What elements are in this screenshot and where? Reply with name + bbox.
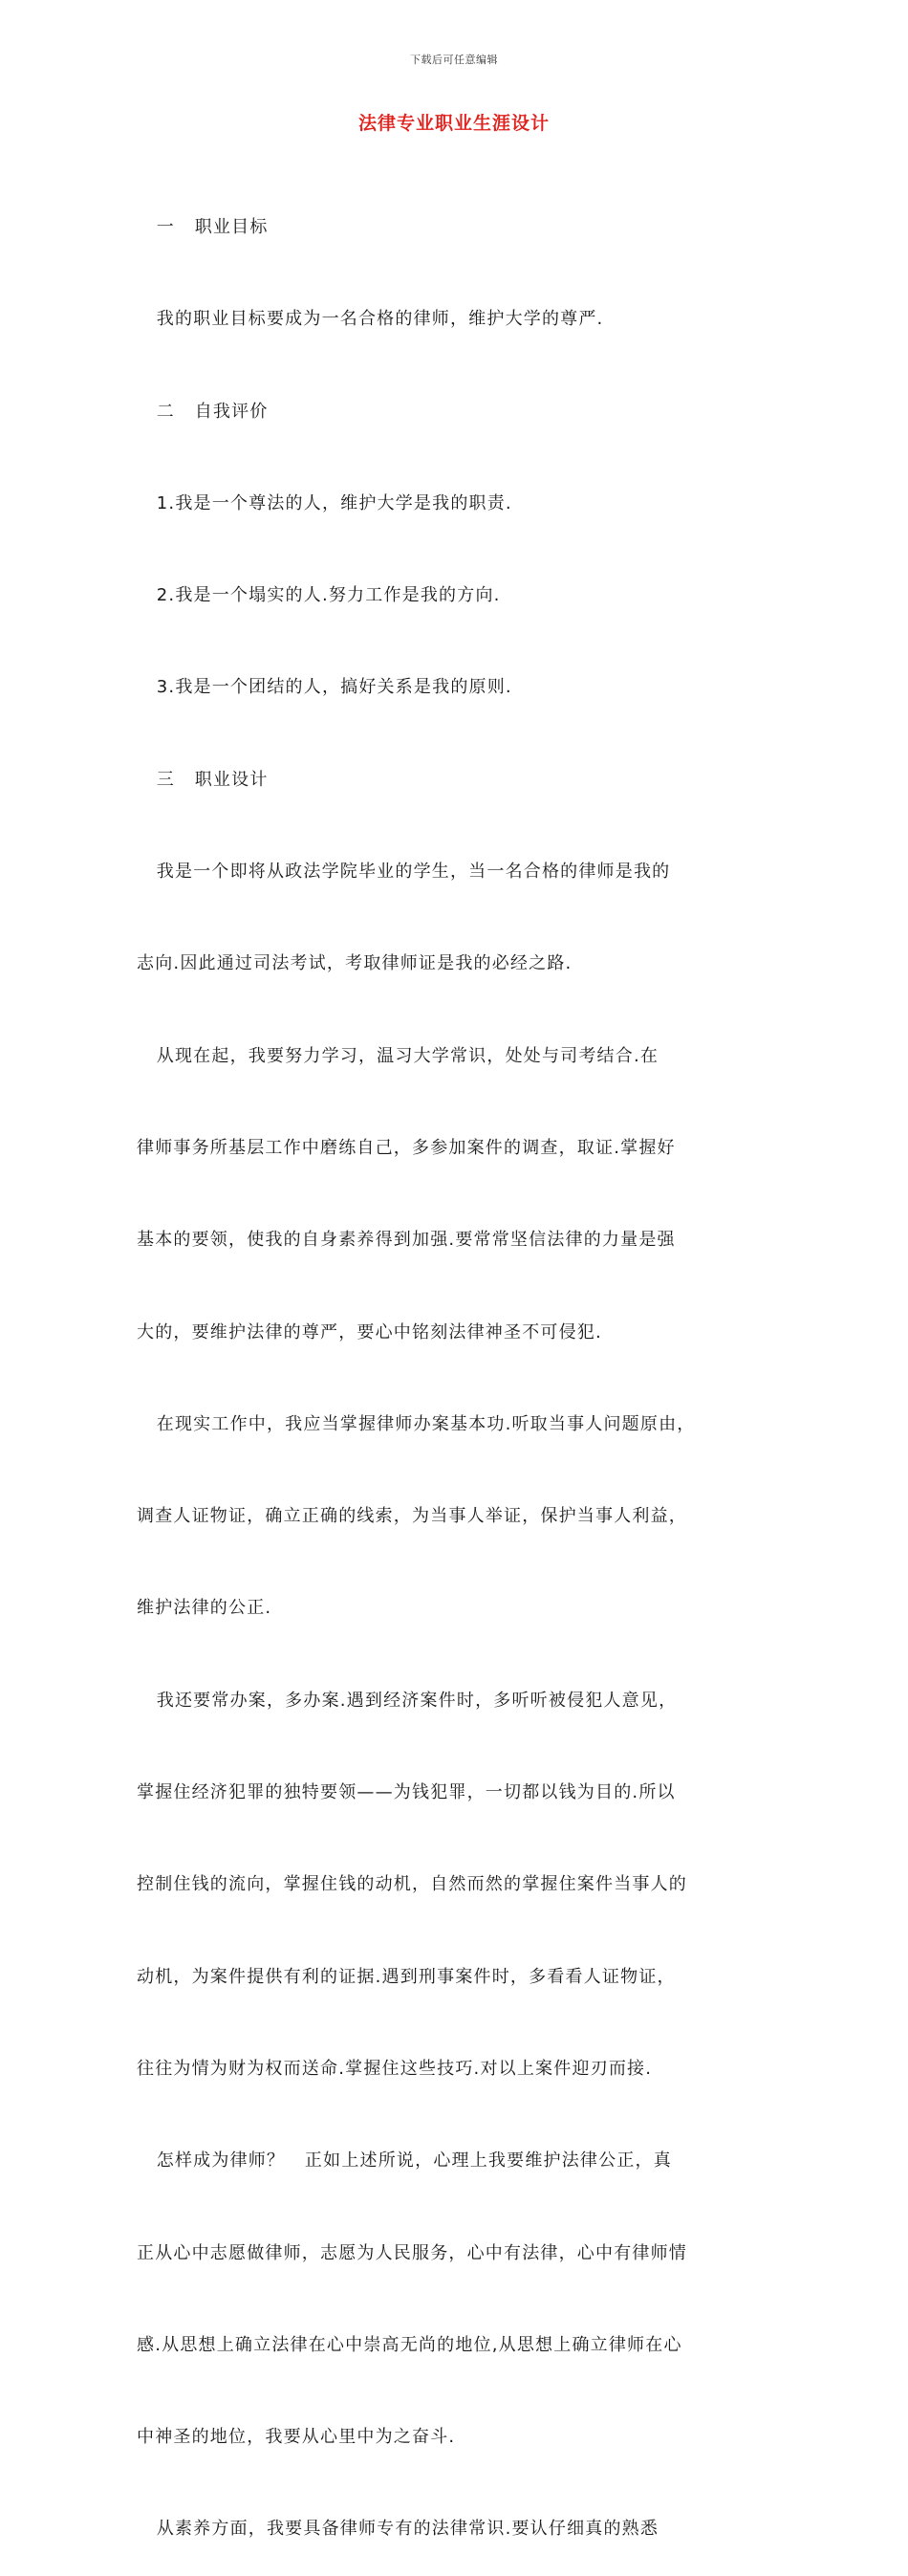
text-line: 3.我是一个团结的人，搞好关系是我的原则. <box>137 677 512 698</box>
text-line: 中神圣的地位，我要从心里中为之奋斗. <box>137 2427 456 2448</box>
text-line: 从现在起，我要努力学习，温习大学常识，处处与司考结合.在 <box>137 1045 659 1066</box>
text-line: 律师事务所基层工作中磨练自己，多参加案件的调查，取证.掌握好 <box>137 1137 676 1158</box>
text-line: 从素养方面，我要具备律师专有的法律常识.要认仔细真的熟悉 <box>137 2519 659 2540</box>
text-line: 2.我是一个塌实的人.努力工作是我的方向. <box>137 585 501 606</box>
document-body <box>137 151 775 2576</box>
text-line: 掌握住经济犯罪的独特要领——为钱犯罪，一切都以钱为目的.所以 <box>137 1782 676 1803</box>
text-line: 1.我是一个尊法的人，维护大学是我的职责. <box>137 492 512 513</box>
text-line: 感.从思想上确立法律在心中崇高无尚的地位,从思想上确立律师在心 <box>137 2334 682 2355</box>
text-line: 我的职业目标要成为一名合格的律师，维护大学的尊严. <box>137 309 604 330</box>
text-line: 动机，为案件提供有利的证据.遇到刑事案件时，多看看人证物证， <box>137 1966 676 1987</box>
text-line: 我还要常办案，多办案.遇到经济案件时，多听听被侵犯人意见， <box>137 1690 678 1711</box>
text-line: 在现实工作中，我应当掌握律师办案基本功.听取当事人问题原由， <box>137 1413 696 1434</box>
text-line: 我是一个即将从政法学院毕业的学生，当一名合格的律师是我的 <box>137 862 671 883</box>
text-line: 调查人证物证，确立正确的线索，为当事人举证，保护当事人利益， <box>137 1506 687 1527</box>
text-line: 正从心中志愿做律师，志愿为人民服务，心中有法律，心中有律师情 <box>137 2242 687 2263</box>
text-line: 维护法律的公正. <box>137 1598 272 1619</box>
text-line: 一 职业目标 <box>137 217 269 237</box>
text-line: 怎样成为律师？ 正如上述所说，心理上我要维护法律公正，真 <box>137 2150 672 2172</box>
text-line: 三 职业设计 <box>137 769 269 790</box>
text-line: 往往为情为财为权而送命.掌握住这些技巧.对以上案件迎刃而接. <box>137 2058 653 2079</box>
text-line: 大的，要维护法律的尊严，要心中铭刻法律神圣不可侵犯. <box>137 1321 602 1343</box>
text-line: 志向.因此通过司法考试，考取律师证是我的必经之路. <box>137 953 573 974</box>
text-line: 基本的要领，使我的自身素养得到加强.要常常坚信法律的力量是强 <box>137 1230 676 1251</box>
text-line: 控制住钱的流向，掌握住钱的动机，自然而然的掌握住案件当事人的 <box>137 1874 687 1895</box>
document-title: 法律专业职业生涯设计 <box>357 113 550 134</box>
header-note: 下载后可任意编辑 <box>410 54 498 66</box>
text-line: 二 自我评价 <box>137 401 269 422</box>
